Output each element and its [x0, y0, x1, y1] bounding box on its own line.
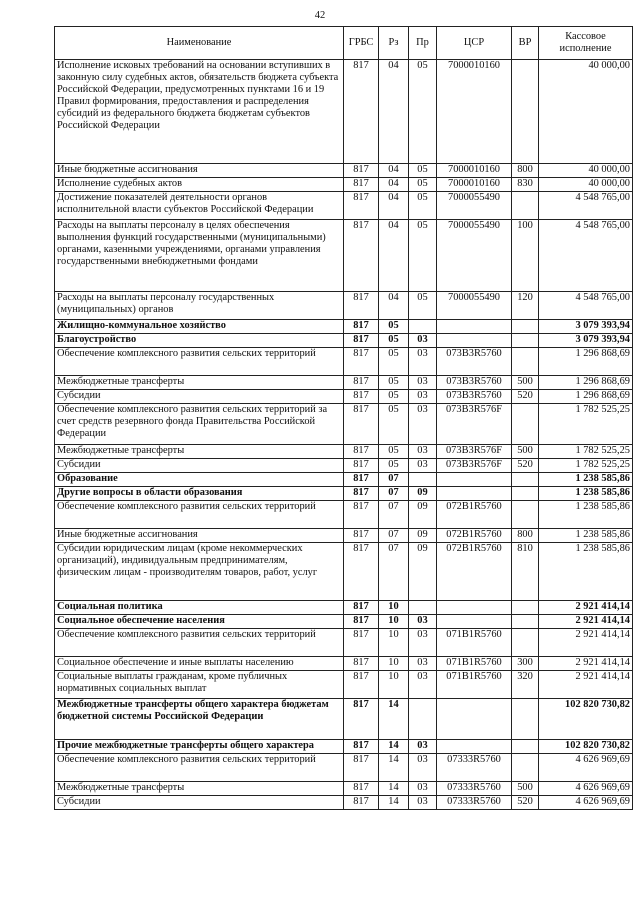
cell-name: Образование [55, 473, 344, 487]
cell-grbs: 817 [344, 473, 379, 487]
cell-csr: 072B1R5760 [437, 529, 512, 543]
cell-grbs: 817 [344, 320, 379, 334]
table-row [55, 334, 633, 348]
cell-name: Социальные выплаты гражданам, кроме публичных нормативных социальных выплат [55, 671, 344, 699]
cell-name: Жилищно-коммунальное хозяйство [55, 320, 344, 334]
cell-grbs: 817 [344, 390, 379, 404]
cell-grbs: 817 [344, 601, 379, 615]
cell-rz: 14 [379, 782, 409, 796]
cell-grbs: 817 [344, 292, 379, 320]
table-row [55, 292, 633, 320]
cell-csr: 071B1R5760 [437, 657, 512, 671]
cell-pr: 03 [409, 671, 437, 699]
cell-rz: 04 [379, 220, 409, 292]
cell-name: Социальное обеспечение населения [55, 615, 344, 629]
cell-pr: 03 [409, 459, 437, 473]
cell-pr: 03 [409, 445, 437, 459]
table-row [55, 404, 633, 445]
cell-amount: 3 079 393,94 [539, 334, 633, 348]
cell-vr [512, 601, 539, 615]
table-row [55, 178, 633, 192]
cell-vr: 500 [512, 782, 539, 796]
cell-name: Межбюджетные трансферты [55, 376, 344, 390]
cell-csr [437, 615, 512, 629]
cell-vr [512, 348, 539, 376]
cell-pr: 03 [409, 782, 437, 796]
cell-csr: 07333R5760 [437, 782, 512, 796]
cell-pr [409, 320, 437, 334]
table-row [55, 487, 633, 501]
cell-vr: 100 [512, 220, 539, 292]
table-row [55, 543, 633, 601]
cell-pr [409, 699, 437, 740]
table-header-row [55, 27, 633, 60]
table-row [55, 615, 633, 629]
cell-csr: 7000055490 [437, 292, 512, 320]
cell-name: Расходы на выплаты персоналу государственных (муниципальных) органов [55, 292, 344, 320]
column-header-name: Наименование [55, 27, 344, 60]
cell-vr: 320 [512, 671, 539, 699]
cell-rz: 14 [379, 740, 409, 754]
cell-amount: 1 296 868,69 [539, 348, 633, 376]
cell-vr: 500 [512, 376, 539, 390]
table-row [55, 60, 633, 164]
cell-amount: 1 782 525,25 [539, 445, 633, 459]
cell-grbs: 817 [344, 178, 379, 192]
table-row [55, 754, 633, 782]
cell-amount: 1 782 525,25 [539, 404, 633, 445]
cell-name: Обеспечение комплексного развития сельских территорий за счет средств резервного фонда Правительства Российской Федерации [55, 404, 344, 445]
cell-grbs: 817 [344, 334, 379, 348]
cell-vr [512, 487, 539, 501]
cell-rz: 04 [379, 164, 409, 178]
cell-grbs: 817 [344, 657, 379, 671]
cell-name: Благоустройство [55, 334, 344, 348]
table-row [55, 657, 633, 671]
column-header-vr: ВР [512, 27, 539, 60]
cell-vr [512, 501, 539, 529]
cell-vr [512, 615, 539, 629]
cell-pr [409, 473, 437, 487]
cell-vr [512, 192, 539, 220]
table-row [55, 671, 633, 699]
cell-vr [512, 754, 539, 782]
cell-csr: 072B1R5760 [437, 543, 512, 601]
cell-grbs: 817 [344, 671, 379, 699]
cell-vr [512, 334, 539, 348]
cell-amount: 2 921 414,14 [539, 615, 633, 629]
cell-name: Исполнение судебных актов [55, 178, 344, 192]
cell-grbs: 817 [344, 220, 379, 292]
cell-pr: 03 [409, 796, 437, 810]
column-header-csr: ЦСР [437, 27, 512, 60]
cell-csr: 07333R5760 [437, 796, 512, 810]
cell-grbs: 817 [344, 740, 379, 754]
cell-name: Субсидии [55, 459, 344, 473]
cell-amount: 1 296 868,69 [539, 376, 633, 390]
cell-csr: 07333R5760 [437, 754, 512, 782]
cell-csr [437, 473, 512, 487]
cell-amount: 2 921 414,14 [539, 601, 633, 615]
cell-grbs: 817 [344, 754, 379, 782]
cell-pr: 05 [409, 192, 437, 220]
cell-pr: 09 [409, 543, 437, 601]
cell-name: Прочие межбюджетные трансферты общего характера [55, 740, 344, 754]
cell-grbs: 817 [344, 543, 379, 601]
cell-vr: 520 [512, 796, 539, 810]
cell-grbs: 817 [344, 404, 379, 445]
cell-rz: 05 [379, 390, 409, 404]
cell-pr: 05 [409, 292, 437, 320]
cell-rz: 14 [379, 754, 409, 782]
cell-pr: 05 [409, 220, 437, 292]
cell-amount: 4 548 765,00 [539, 292, 633, 320]
cell-pr: 03 [409, 376, 437, 390]
cell-csr [437, 601, 512, 615]
table-row [55, 740, 633, 754]
cell-amount: 40 000,00 [539, 164, 633, 178]
cell-csr [437, 740, 512, 754]
cell-rz: 10 [379, 657, 409, 671]
cell-name: Межбюджетные трансферты [55, 445, 344, 459]
cell-vr: 120 [512, 292, 539, 320]
cell-amount: 4 626 969,69 [539, 796, 633, 810]
column-header-pr: Пр [409, 27, 437, 60]
table-row [55, 459, 633, 473]
cell-csr: 071B1R5760 [437, 629, 512, 657]
cell-amount: 1 782 525,25 [539, 459, 633, 473]
cell-rz: 05 [379, 445, 409, 459]
cell-rz: 07 [379, 543, 409, 601]
cell-amount: 2 921 414,14 [539, 629, 633, 657]
cell-name: Расходы на выплаты персоналу в целях обеспечения выполнения функций государственными (муниципальными) органами, казенными учреждениями, органами управления государственными внебюджетными фондами [55, 220, 344, 292]
cell-amount: 1 238 585,86 [539, 543, 633, 601]
table-row [55, 629, 633, 657]
cell-csr: 073B3R5760 [437, 376, 512, 390]
cell-amount: 4 626 969,69 [539, 754, 633, 782]
cell-grbs: 817 [344, 348, 379, 376]
cell-csr [437, 320, 512, 334]
cell-rz: 05 [379, 376, 409, 390]
cell-csr: 073B3R576F [437, 459, 512, 473]
cell-vr: 810 [512, 543, 539, 601]
cell-amount: 4 548 765,00 [539, 220, 633, 292]
cell-pr: 05 [409, 178, 437, 192]
cell-grbs: 817 [344, 445, 379, 459]
cell-name: Иные бюджетные ассигнования [55, 529, 344, 543]
table-row [55, 390, 633, 404]
cell-name: Достижение показателей деятельности органов исполнительной власти субъектов Российской Федерации [55, 192, 344, 220]
table-row [55, 445, 633, 459]
cell-rz: 14 [379, 796, 409, 810]
cell-csr: 7000010160 [437, 164, 512, 178]
cell-name: Обеспечение комплексного развития сельских территорий [55, 348, 344, 376]
cell-vr [512, 404, 539, 445]
cell-csr: 7000055490 [437, 192, 512, 220]
cell-pr: 03 [409, 754, 437, 782]
cell-amount: 3 079 393,94 [539, 320, 633, 334]
cell-name: Межбюджетные трансферты [55, 782, 344, 796]
cell-rz: 04 [379, 192, 409, 220]
cell-name: Социальная политика [55, 601, 344, 615]
cell-grbs: 817 [344, 529, 379, 543]
cell-rz: 07 [379, 487, 409, 501]
cell-grbs: 817 [344, 629, 379, 657]
cell-rz: 05 [379, 404, 409, 445]
cell-grbs: 817 [344, 376, 379, 390]
cell-amount: 2 921 414,14 [539, 657, 633, 671]
table-row [55, 192, 633, 220]
cell-csr: 071B1R5760 [437, 671, 512, 699]
cell-rz: 04 [379, 292, 409, 320]
cell-amount: 2 921 414,14 [539, 671, 633, 699]
cell-pr: 03 [409, 348, 437, 376]
cell-name: Субсидии [55, 390, 344, 404]
cell-rz: 10 [379, 601, 409, 615]
cell-amount: 102 820 730,82 [539, 740, 633, 754]
cell-amount: 1 238 585,86 [539, 529, 633, 543]
cell-amount: 40 000,00 [539, 178, 633, 192]
cell-pr: 05 [409, 60, 437, 164]
cell-name: Субсидии [55, 796, 344, 810]
cell-rz: 10 [379, 615, 409, 629]
cell-grbs: 817 [344, 501, 379, 529]
cell-rz: 07 [379, 529, 409, 543]
page-number: 42 [314, 10, 326, 21]
cell-rz: 05 [379, 348, 409, 376]
cell-name: Исполнение исковых требований на основании вступивших в законную силу судебных актов, обязательств бюджета субъекта Российской Федерации, предусмотренных пунктами 16 и 19 Правил формирования, предоставления и распределения субсидий из федерального бюджета бюджетам субъектов Российской Федерации [55, 60, 344, 164]
table-row [55, 529, 633, 543]
table-body [55, 60, 633, 810]
column-header-grbs: ГРБС [344, 27, 379, 60]
cell-pr: 03 [409, 740, 437, 754]
cell-vr: 520 [512, 459, 539, 473]
table-row [55, 220, 633, 292]
cell-rz: 10 [379, 629, 409, 657]
cell-csr [437, 699, 512, 740]
cell-rz: 05 [379, 320, 409, 334]
cell-csr: 7000055490 [437, 220, 512, 292]
cell-csr: 7000010160 [437, 178, 512, 192]
cell-csr: 073B3R5760 [437, 348, 512, 376]
cell-grbs: 817 [344, 459, 379, 473]
cell-grbs: 817 [344, 192, 379, 220]
budget-execution-table [54, 26, 633, 810]
table-row [55, 320, 633, 334]
cell-pr: 03 [409, 657, 437, 671]
column-header-rz: Рз [379, 27, 409, 60]
cell-vr [512, 60, 539, 164]
column-header-amount: Кассовое исполнение [539, 27, 633, 60]
table-row [55, 782, 633, 796]
cell-amount: 1 238 585,86 [539, 487, 633, 501]
cell-grbs: 817 [344, 699, 379, 740]
cell-pr: 03 [409, 404, 437, 445]
cell-pr: 03 [409, 615, 437, 629]
cell-name: Иные бюджетные ассигнования [55, 164, 344, 178]
table-row [55, 348, 633, 376]
cell-name: Межбюджетные трансферты общего характера бюджетам бюджетной системы Российской Федерации [55, 699, 344, 740]
cell-vr: 800 [512, 529, 539, 543]
cell-rz: 05 [379, 334, 409, 348]
table-row [55, 376, 633, 390]
cell-rz: 07 [379, 501, 409, 529]
cell-grbs: 817 [344, 164, 379, 178]
cell-vr [512, 629, 539, 657]
cell-amount: 40 000,00 [539, 60, 633, 164]
cell-csr: 073B3R5760 [437, 390, 512, 404]
cell-name: Обеспечение комплексного развития сельских территорий [55, 629, 344, 657]
table-row [55, 601, 633, 615]
cell-vr [512, 699, 539, 740]
cell-pr: 09 [409, 501, 437, 529]
cell-vr [512, 320, 539, 334]
cell-vr: 800 [512, 164, 539, 178]
table-row [55, 796, 633, 810]
cell-rz: 14 [379, 699, 409, 740]
cell-grbs: 817 [344, 487, 379, 501]
cell-vr: 300 [512, 657, 539, 671]
cell-rz: 10 [379, 671, 409, 699]
cell-grbs: 817 [344, 60, 379, 164]
cell-amount: 1 238 585,86 [539, 501, 633, 529]
cell-grbs: 817 [344, 796, 379, 810]
cell-vr [512, 473, 539, 487]
cell-amount: 1 296 868,69 [539, 390, 633, 404]
cell-amount: 1 238 585,86 [539, 473, 633, 487]
cell-csr [437, 334, 512, 348]
table-row [55, 473, 633, 487]
cell-rz: 04 [379, 60, 409, 164]
cell-name: Обеспечение комплексного развития сельских территорий [55, 754, 344, 782]
cell-csr: 072B1R5760 [437, 501, 512, 529]
cell-name: Субсидии юридическим лицам (кроме некоммерческих организаций), индивидуальным предпринимателям, физическим лицам - производителям товаров, работ, услуг [55, 543, 344, 601]
cell-vr [512, 740, 539, 754]
cell-vr: 500 [512, 445, 539, 459]
cell-name: Другие вопросы в области образования [55, 487, 344, 501]
cell-amount: 4 626 969,69 [539, 782, 633, 796]
cell-name: Социальное обеспечение и иные выплаты населению [55, 657, 344, 671]
cell-csr: 073B3R576F [437, 404, 512, 445]
cell-amount: 102 820 730,82 [539, 699, 633, 740]
cell-csr: 073B3R576F [437, 445, 512, 459]
cell-vr: 520 [512, 390, 539, 404]
cell-rz: 05 [379, 459, 409, 473]
cell-pr: 03 [409, 334, 437, 348]
cell-pr: 09 [409, 487, 437, 501]
cell-vr: 830 [512, 178, 539, 192]
cell-grbs: 817 [344, 782, 379, 796]
cell-csr: 7000010160 [437, 60, 512, 164]
table-row [55, 699, 633, 740]
cell-rz: 04 [379, 178, 409, 192]
cell-pr: 03 [409, 390, 437, 404]
cell-csr [437, 487, 512, 501]
cell-amount: 4 548 765,00 [539, 192, 633, 220]
cell-name: Обеспечение комплексного развития сельских территорий [55, 501, 344, 529]
cell-pr [409, 601, 437, 615]
table-row [55, 501, 633, 529]
cell-pr: 05 [409, 164, 437, 178]
cell-pr: 09 [409, 529, 437, 543]
cell-pr: 03 [409, 629, 437, 657]
table-row [55, 164, 633, 178]
cell-rz: 07 [379, 473, 409, 487]
cell-grbs: 817 [344, 615, 379, 629]
